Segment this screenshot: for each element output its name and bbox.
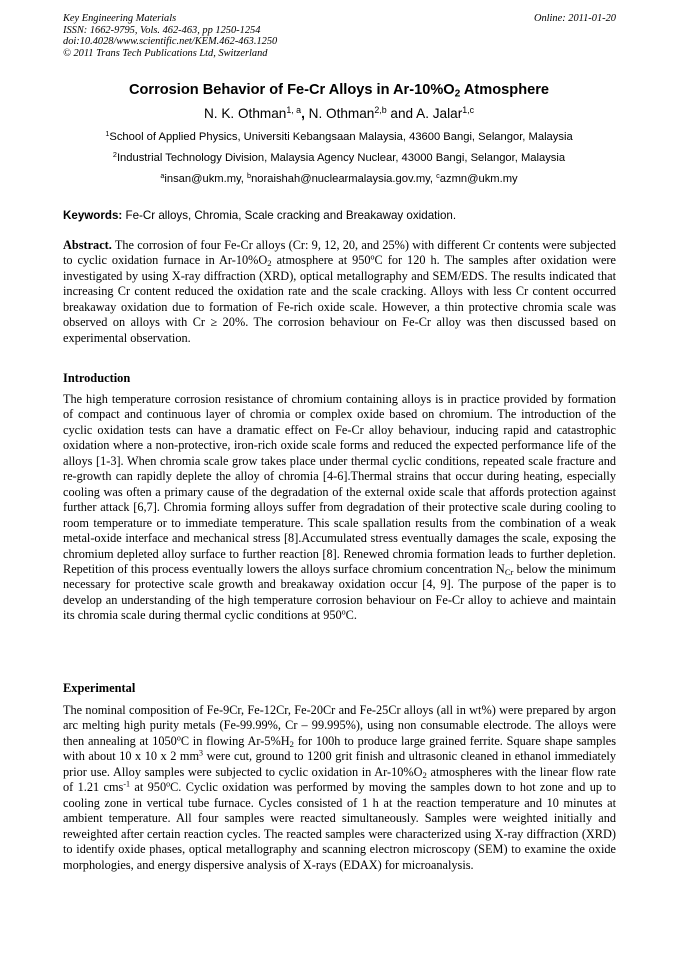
keywords: Keywords: Fe-Cr alloys, Chromia, Scale cracking and Breakaway oxidation. (63, 209, 457, 222)
abstract: Abstract. The corrosion of four Fe-Cr alloys (Cr: 9, 12, 20, and 25%) with different Cr contents were subjected to cyclic oxidation furnace in $Ar-10\%O_2$ atmosphere at 950$^o$C for 120 h. The samples after oxidation were investigated by using X-ray diffraction (XRD), optical metallography and SEM/EDS. The results indicated that increasing Cr content reduced the oxidation rate and the scale cracking. Alloys with less Cr content occurred breakaway oxidation due to formation of Fe-rich oxide scale. However, a thin protective chromia scale was observed on alloys with Cr ≥ 20%. The corrosion behaviour on Fe-Cr alloy was then discussed based on experimental observation. (63, 238, 616, 345)
doi-line: doi:10.4028/www.scientific.net/KEM.462-463.1250 (63, 36, 278, 48)
experimental-body: The nominal composition of Fe-9Cr, Fe-12Cr, Fe-20Cr and Fe-25Cr alloys (all in wt%) were prepared by argon arc melting high purity metals (Fe-99.99%, Cr – 99.995%), using non consumable electrode. The alloys were then annealing at 1050$^o$C in flowing $Ar-5\%H_2$ for 100h to produce large grained ferrite. Square shape samples with about 10 x 10 x 2 $mm^3$ were cut, ground to 1200 grit finish and ultrasonic cleaned in ethanol immediately prior use. Alloy samples were subjected to cyclic oxidation in $Ar-10\%O_2$ atmospheres with the linear flow rate of 1.21 cms$^{-1}$ at 950$^o$C. Cyclic oxidation was performed by moving the samples down to hot zone and up to cooling zone in vertical tube furnace. Cycles consisted of 1 h at the reaction temperature and 10 minutes at ambient temperature. All four samples were reacted simultaneously. Samples were weighted initially and reweighted after certain reaction cycles. The reacted samples were characterized using X-ray diffraction (XRD) to identify oxide phases, optical metallography and scanning electron microscopy (SEM) to examine the oxide morphologies, and energy dispersive analysis of X-rays (EDAX) for microanalysis. (63, 703, 617, 872)
running-header (63, 13, 616, 59)
journal-name: Key Engineering Materials (63, 13, 177, 24)
experimental-heading: Experimental (63, 681, 136, 695)
author-list: N. K. Othman$^{1, a}$, N. Othman$^{2,b}$ and A. Jalar$^{1,c}$ (203, 105, 475, 121)
introduction-heading: Introduction (63, 371, 131, 385)
abstract-label: Abstract. (63, 238, 112, 252)
issn-line: ISSN: 1662-9795, Vols. 462-463, pp 1250-1254 (63, 24, 261, 36)
introduction-body: The high temperature corrosion resistance of chromium containing alloys is in practice provided by formation of compact and continuous layer of chromia or complex oxide based on chromium. The introduction of the cyclic oxidation tests can have a dramatic effect on Fe-Cr alloy behaviour, inducing rapid and catastrophic oxidation where a non-protective, iron-rich oxide scale forms and reduced the expected performance life of the alloys [1-3]. When chromia scale grow takes place under thermal cyclic conditions, repeated scale fracture and re-growth can rapidly deplete the alloy of chromia [4-6].Thermal strains that occur during heating, especially cooling was often a primary cause of the degradation of the external oxide scale that affords protection against further attack [6,7]. Chromia forming alloys suffer from degradation of their protective scale during cooling to room temperature or to immediate temperature. This scale spallation results from the combination of a weak metal-oxide interface and mechanical stress [8].Accumulated stress eventually damages the scale, exposing the chromium depleted alloy surface to further reaction [8]. Renewed chromia formation leads to further depletion. Repetition of this process eventually lowers the alloys surface chromium concentration $N_{Cr}$ below the minimum necessary for protective scale growth and breakaway oxidation occur [4, 9]. The purpose of the paper is to develop an understanding of the high temperature corrosion behaviour on Fe-Cr alloy to achieve and maintain its chromia scale during thermal cyclic conditions at 950$^o$C. (63, 392, 616, 623)
affiliation-2: $^2$Industrial Technology Division, Malaysia Agency Nuclear, 43000 Bangi, Selangor, Malaysia (112, 150, 566, 164)
copyright-line: © 2011 Trans Tech Publications Ltd, Switzerland (63, 47, 268, 59)
affiliation-1: $^1$School of Applied Physics, Universiti Kebangsaan Malaysia, 43600 Bangi, Selangor, Malaysia (105, 129, 573, 143)
author-name: N. K. Othman (203, 106, 287, 121)
author-name: A. Jalar (416, 106, 463, 121)
keywords-label: Keywords: (63, 209, 123, 222)
author-emails: $^a$insan@ukm.my, $^b$noraishah@nuclearmalaysia.gov.my, $^c$azmn@ukm.my (160, 171, 518, 185)
author-name: N. Othman (308, 106, 375, 121)
online-date: Online: 2011-01-20 (533, 13, 616, 24)
paper-title: Corrosion Behavior of Fe-Cr Alloys in $Ar-10\%O_2$ Atmosphere (128, 82, 550, 100)
